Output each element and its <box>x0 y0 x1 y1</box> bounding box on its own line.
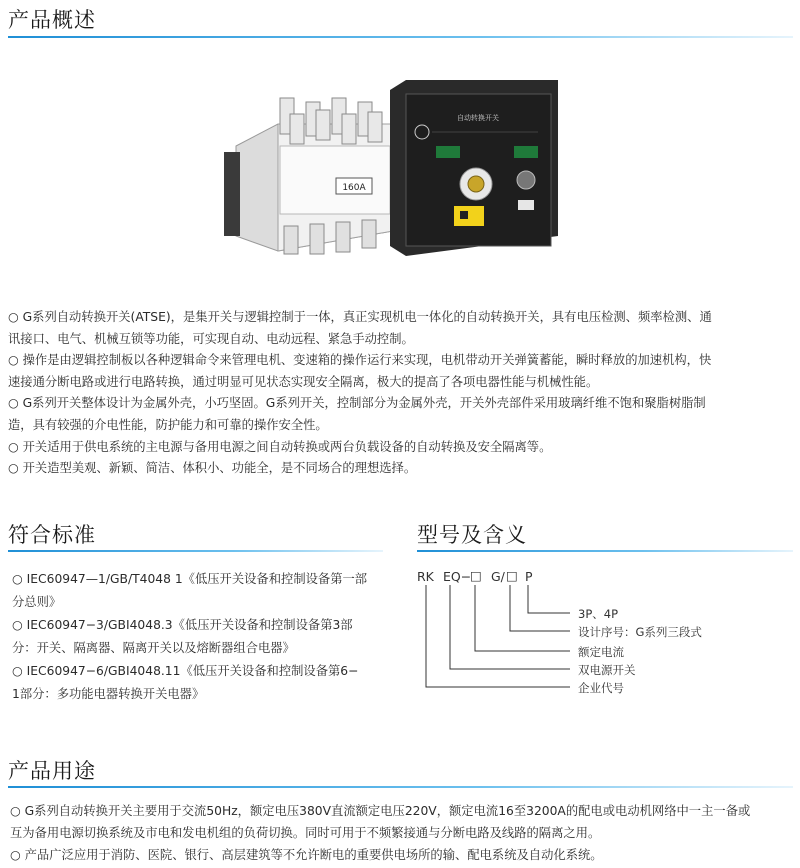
usage-line: 互为备用电源切换系统及市电和发电机组的负荷切换。同时可用于不频繁接通与分断电路及线路的隔离之用。 <box>10 826 601 840</box>
model-heading-rule <box>417 550 793 552</box>
usage-text <box>10 800 800 866</box>
model-label-poles: 3P、4P <box>578 607 619 621</box>
standards-heading: 符合标准 <box>8 523 96 547</box>
model-code-eq: EQ− <box>443 569 472 584</box>
standards-line: 分总则》 <box>12 595 62 609</box>
usage-line: ○ G系列自动转换开关主要用于交流50Hz，额定电压380V直流额定电压220V，额定电流16至3200A的配电或电动机网络中一主一备或 <box>10 804 751 818</box>
overview-line: ○ G系列自动转换开关(ATSE)，是集开关与逻辑控制于一体，真正实现机电一体化的自动转换开关，具有电压检测、频率检测、通 <box>8 310 712 324</box>
usage-line: ○ 产品广泛应用于消防、医院、银行、高层建筑等不允许断电的重要供电场所的输、配电系统及自动化系统。 <box>10 848 603 862</box>
standards-text <box>12 568 392 706</box>
model-code-current-box: □ <box>470 568 482 583</box>
overview-line: 造，具有较强的介电性能，防护能力和可靠的操作安全性。 <box>8 417 328 432</box>
model-label-rated-current: 额定电流 <box>578 645 624 659</box>
overview-heading-rule <box>8 36 793 38</box>
overview-text <box>8 307 798 480</box>
model-code-rk: RK <box>417 569 434 584</box>
standards-line: ○ IEC60947—1/GB/T4048 1《低压开关设备和控制设备第一部 <box>12 572 368 586</box>
model-heading: 型号及含义 <box>417 523 527 547</box>
model-code-g: G/ <box>491 569 505 584</box>
standards-line: ○ IEC60947−3/GBI4048.3《低压开关设备和控制设备第3部 <box>12 618 353 632</box>
standards-line: 分：开关、隔离器、隔离开关以及熔断器组合电器》 <box>12 641 295 655</box>
overview-line: 速接通分断电路或进行电路转换，通过明显可见状态实现安全隔离，极大的提高了各项电器性能与机械性能。 <box>8 374 599 389</box>
model-label-design-no: 设计序号：G系列三段式 <box>578 625 702 639</box>
usage-heading: 产品用途 <box>8 759 96 783</box>
controller-title: 自动转换开关 <box>457 114 499 122</box>
overview-line: 讯接口、电气、机械互锁等功能，可实现自动、电动远程、紧急手动控制。 <box>8 331 414 346</box>
model-label-dual-power: 双电源开关 <box>578 663 636 677</box>
overview-line: ○ G系列开关整体设计为金属外壳，小巧坚固。G系列开关，控制部分为金属外壳，开关外壳部件采用玻璃纤维不饱和聚脂树脂制 <box>8 396 706 411</box>
overview-line: ○ 开关适用于供电系统的主电源与备用电源之间自动转换或两台负载设备的自动转换及安全隔离等。 <box>8 439 552 454</box>
standards-heading-rule <box>8 550 383 552</box>
model-code-p: P <box>525 569 533 584</box>
rating-plate-label: 160A <box>342 183 366 193</box>
overview-line: ○ 开关造型美观、新颖、简洁、体积小、功能全，是不同场合的理想选择。 <box>8 461 417 476</box>
standards-line: ○ IEC60947−6/GBI4048.11《低压开关设备和控制设备第6− <box>12 664 359 678</box>
model-label-company-code: 企业代号 <box>578 681 624 695</box>
model-code-poles-box: □ <box>506 568 518 583</box>
usage-heading-rule <box>8 786 793 788</box>
product-photo <box>218 76 558 261</box>
overview-line: ○ 操作是由逻辑控制板以各种逻辑命令来管理电机、变速箱的操作运行来实现，电机带动开关弹簧蓄能，瞬时释放的加速机构，快 <box>8 353 712 368</box>
overview-heading: 产品概述 <box>8 8 96 32</box>
standards-line: 1部分：多功能电器转换开关电器》 <box>12 687 205 701</box>
